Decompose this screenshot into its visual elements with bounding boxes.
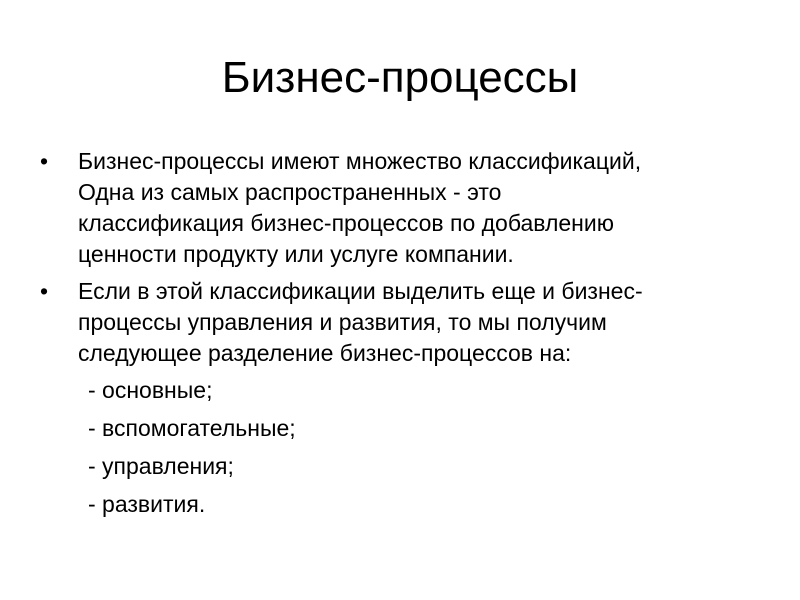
bullet-line: следующее разделение бизнес-процессов на: xyxy=(78,340,572,366)
bullet-line: процессы управления и развития, то мы получим xyxy=(78,309,607,335)
bullet-item xyxy=(40,146,760,270)
bullet-line: ценности продукту или услуге компании. xyxy=(78,241,514,267)
sub-list xyxy=(40,375,760,520)
slide-content xyxy=(40,146,760,527)
bullet-line: классификация бизнес-процессов по добавлению xyxy=(78,210,614,236)
bullet-dot-icon: • xyxy=(40,278,49,304)
sub-list-item: - развития. xyxy=(88,491,206,517)
bullet-line: Одна из самых распространенных - это xyxy=(78,179,502,205)
bullet-item xyxy=(40,276,760,369)
bullet-line: Бизнес-процессы имеют множество классификаций, xyxy=(78,148,642,174)
bullet-dot-icon: • xyxy=(40,148,49,174)
sub-list-item: - вспомогательные; xyxy=(88,415,296,441)
sub-list-item: - основные; xyxy=(88,377,213,403)
sub-list-item: - управления; xyxy=(88,453,234,479)
bullet-line: Если в этой классификации выделить еще и бизнес- xyxy=(78,278,643,304)
slide-title: Бизнес-процессы xyxy=(221,53,579,102)
